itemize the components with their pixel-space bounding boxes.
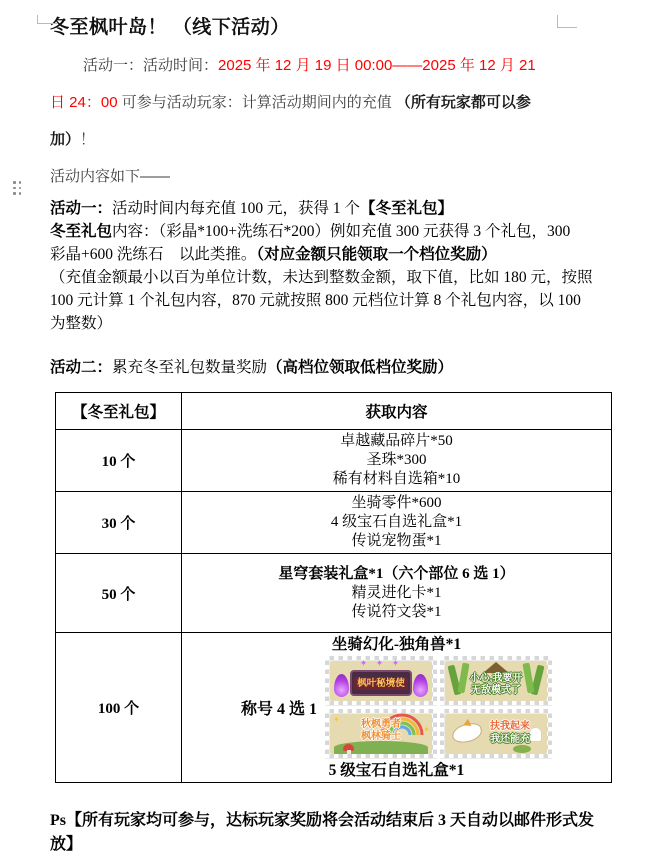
intro-paragraph xyxy=(50,47,616,195)
badge-art-bamboo xyxy=(445,661,547,701)
title-badge-help-me-up xyxy=(440,709,552,759)
reward-item: 卓越藏品碎片*50 xyxy=(340,433,453,449)
margin-crop-mark-right-icon xyxy=(557,15,577,28)
badge-text: 枫叶秘境使 xyxy=(354,677,408,690)
title-badge-section xyxy=(184,656,609,759)
intro-line-1 xyxy=(50,47,616,84)
act1-text: 为整数） xyxy=(50,315,113,332)
badge-text-line: 无敌模式了 xyxy=(471,685,521,696)
table-row xyxy=(56,554,612,633)
act2-bold-note: （高档位领取低档位奖励） xyxy=(267,359,454,376)
intro-text: ！ xyxy=(80,131,96,148)
act1-text: 100 元计算 1 个礼包内容，870 元就按照 800 元档位计算 8 个礼包内容，以 100 xyxy=(50,292,581,309)
reward-item: 精灵进化卡*1 xyxy=(351,584,442,601)
table-row xyxy=(56,430,612,492)
tier-cell: 100 个 xyxy=(56,633,182,783)
reward-item: 4 级宝石自选礼盒*1 xyxy=(330,514,463,530)
act1-text: （充值金额最小以百为单位计数，未达到整数金额，取下值，比如 180 元，按照 xyxy=(50,269,593,286)
act1-text: 彩晶+600 洗练石 以此类推。 xyxy=(50,246,257,263)
act2-text: 累充冬至礼包数量奖励 xyxy=(112,359,268,376)
table-row xyxy=(56,633,612,783)
activity1-details xyxy=(50,197,616,335)
gift-pack-name: 冬至礼包 xyxy=(50,223,113,240)
act1-line-5 xyxy=(50,289,616,312)
badge-art-goose xyxy=(445,714,547,754)
reward-table xyxy=(55,392,612,783)
reward-item: 坐骑零件*600 xyxy=(351,495,442,511)
act1-line-2 xyxy=(50,220,616,243)
straw-hat-icon xyxy=(483,662,509,673)
tier-cell: 10 个 xyxy=(56,430,182,492)
act1-text: 活动时间内每充值 100 元，获得 1 个 xyxy=(112,200,361,217)
header-cell-tier: 【冬至礼包】 xyxy=(56,393,182,430)
intro-line-3 xyxy=(50,121,616,158)
badge-text-line: 扶我起来 xyxy=(490,721,530,732)
reward-item: 传说符文袋*1 xyxy=(351,603,442,620)
ps-line-2: 放】 xyxy=(50,836,83,853)
act1-text: 内容：（彩晶*100+洗练石*200）例如充值 300 元获得 3 个礼包，300 xyxy=(112,223,571,240)
reward-item: 稀有材料自选箱*10 xyxy=(332,471,461,487)
badge-text-line: 秋枫勇者 xyxy=(361,719,401,730)
paragraph-drag-handle-icon[interactable] xyxy=(13,181,23,196)
content-cell xyxy=(182,492,612,554)
act1-bold-note: （对应金额只能领取一个档位奖励） xyxy=(256,246,497,263)
header-cell-content: 获取内容 xyxy=(182,393,612,430)
badge-art-purple xyxy=(330,658,432,701)
badge-text xyxy=(445,673,547,697)
intro-text: 可参与活动玩家：计算活动期间内的充值 xyxy=(121,94,396,111)
purple-flame-icon xyxy=(413,674,428,697)
tier-cell: 30 个 xyxy=(56,492,182,554)
title-badge-maple-secret-envoy xyxy=(325,656,437,706)
content-cell xyxy=(182,554,612,633)
badge-text-line: 枫林骑士 xyxy=(361,731,401,742)
margin-crop-mark-left-icon xyxy=(37,15,58,24)
title-badge-invincible-mode xyxy=(440,656,552,706)
intro-bold-note: （所有玩家都可以参 xyxy=(395,94,531,111)
star-icon: ✦ xyxy=(333,715,340,724)
table-row xyxy=(56,492,612,554)
act1-line-3 xyxy=(50,243,616,266)
title-badge-autumn-knight xyxy=(325,709,437,759)
intro-bold-note: 加） xyxy=(50,131,81,148)
badge-text-line: 我还能充 xyxy=(490,734,530,745)
title-choice-label: 称号 4 选 1 xyxy=(240,701,317,718)
reward-item-mount: 坐骑幻化-独角兽*1 xyxy=(331,636,462,653)
reward-item: 星穹套装礼盒*1（六个部位 6 选 1） xyxy=(278,565,515,582)
leaf-icon xyxy=(513,745,531,753)
badge-text xyxy=(330,719,432,743)
activity-time-red: 日 24：00 xyxy=(50,94,122,111)
intro-line-2 xyxy=(50,84,616,121)
purple-flame-icon xyxy=(334,674,349,697)
reward-item: 传说宠物蛋*1 xyxy=(351,533,442,549)
sparkles-icon: ✦ ✦ ✦ xyxy=(359,658,403,668)
badge-text-line: 小心,我要开 xyxy=(469,673,523,684)
activity-time-red: 2025 年 12 月 19 日 00:00——2025 年 12 月 21 xyxy=(218,57,536,74)
star-icon: ✦ xyxy=(423,725,430,734)
section-intro: 活动内容如下—— xyxy=(50,168,171,185)
reward-item: 圣珠*300 xyxy=(366,452,427,468)
act1-line-1 xyxy=(50,197,616,220)
table-header-row xyxy=(56,393,612,430)
tier-cell: 50 个 xyxy=(56,554,182,633)
content-cell xyxy=(182,430,612,492)
ps-note xyxy=(50,809,625,857)
activity2-heading xyxy=(50,356,647,379)
badge-text xyxy=(475,720,545,746)
gift-pack-name: 【冬至礼包】 xyxy=(360,200,454,217)
intro-text: 活动一：活动时间： xyxy=(83,57,219,74)
mushroom-icon xyxy=(343,744,354,751)
ps-line-1: Ps【所有玩家均可参与，达标玩家奖励将会活动结束后 3 天自动以邮件形式发 xyxy=(50,812,595,829)
wooden-sign-icon xyxy=(350,670,412,696)
act1-line-4 xyxy=(50,266,616,289)
document-page xyxy=(0,15,647,859)
page-title: 冬至枫叶岛！ （线下活动） xyxy=(50,17,290,38)
act1-line-6 xyxy=(50,312,616,335)
act2-heading: 活动二： xyxy=(50,359,113,376)
act1-heading: 活动一： xyxy=(50,200,113,217)
title-badge-grid xyxy=(325,656,552,759)
reward-item-gem-box: 5 级宝石自选礼盒*1 xyxy=(328,762,465,779)
content-cell xyxy=(182,633,612,783)
badge-art-autumn xyxy=(330,714,432,754)
